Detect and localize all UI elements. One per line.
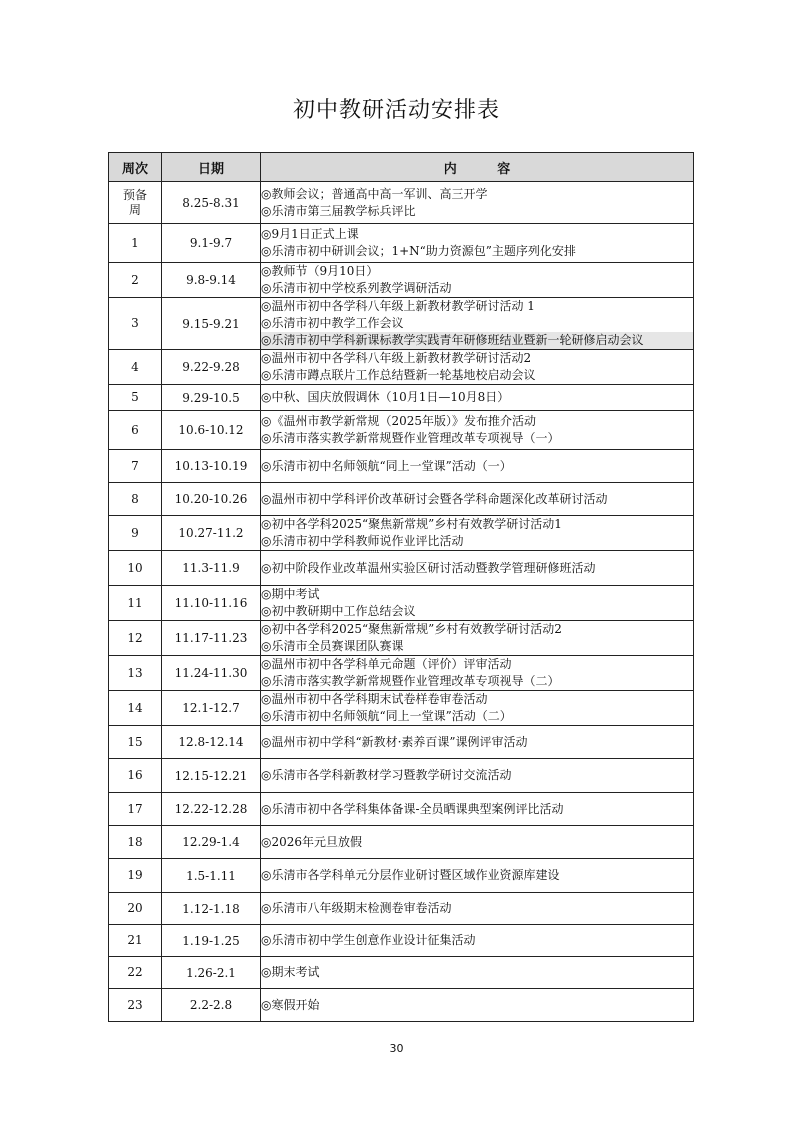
content-line: ◎乐清市初中教学工作会议 xyxy=(261,316,404,330)
content-line: ◎初中各学科2025“聚焦新常规”乡村有效教学研讨活动1 xyxy=(261,517,562,531)
schedule-table xyxy=(108,152,694,1022)
content-line: ◎温州市初中各学科八年级上新教材教学研讨活动2 xyxy=(261,351,532,365)
date-cell: 11.10-11.16 xyxy=(162,586,261,621)
content-line: ◎期末考试 xyxy=(261,965,320,979)
week-cell: 14 xyxy=(109,691,162,726)
content-line: ◎寒假开始 xyxy=(261,997,320,1012)
content-cell xyxy=(261,893,694,925)
content-line: ◎温州市初中各学科期末试卷样卷审卷活动 xyxy=(261,692,488,706)
schedule-body xyxy=(109,182,694,1022)
date-cell: 10.13-10.19 xyxy=(162,450,261,483)
date-cell: 12.8-12.14 xyxy=(162,726,261,759)
week-cell: 6 xyxy=(109,411,162,450)
table-row xyxy=(109,385,694,411)
content-cell xyxy=(261,263,694,298)
table-row xyxy=(109,957,694,989)
date-cell: 1.12-1.18 xyxy=(162,893,261,925)
content-cell xyxy=(261,726,694,759)
table-row xyxy=(109,759,694,793)
content-cell xyxy=(261,656,694,691)
header-week: 周次 xyxy=(109,153,162,182)
week-cell: 21 xyxy=(109,925,162,957)
content-line: ◎乐清市各学科新教材学习暨教学研讨交流活动 xyxy=(261,768,512,782)
table-row xyxy=(109,411,694,450)
content-line: ◎温州市初中学科“新教材·素养百课”课例评审活动 xyxy=(261,734,528,749)
content-line: ◎乐清市初中学校系列教学调研活动 xyxy=(261,281,452,295)
content-cell xyxy=(261,411,694,450)
table-row xyxy=(109,656,694,691)
content-line: ◎温州市初中学科评价改革研讨会暨各学科命题深化改革研讨活动 xyxy=(261,491,608,506)
content-cell xyxy=(261,182,694,224)
table-row xyxy=(109,893,694,925)
content-line: ◎初中各学科2025“聚焦新常规”乡村有效教学研讨活动2 xyxy=(261,622,562,636)
content-line: ◎乐清市初中学科教师说作业评比活动 xyxy=(261,534,464,548)
date-cell: 9.29-10.5 xyxy=(162,385,261,411)
table-row xyxy=(109,859,694,893)
date-cell: 10.20-10.26 xyxy=(162,483,261,516)
content-line: ◎乐清市蹲点联片工作总结暨新一轮基地校启动会议 xyxy=(261,368,536,382)
content-line: ◎乐清市第三届教学标兵评比 xyxy=(261,203,416,218)
date-cell: 11.3-11.9 xyxy=(162,551,261,586)
content-line: ◎乐清市八年级期末检测卷审卷活动 xyxy=(261,901,452,915)
table-header-row xyxy=(109,153,694,182)
table-row xyxy=(109,691,694,726)
header-content xyxy=(261,153,694,182)
week-cell: 2 xyxy=(109,263,162,298)
date-cell: 12.15-12.21 xyxy=(162,759,261,793)
content-line: ◎乐清市全员赛课团队赛课 xyxy=(261,639,404,653)
content-cell xyxy=(261,385,694,411)
content-cell xyxy=(261,957,694,989)
week-cell: 8 xyxy=(109,483,162,516)
week-cell: 7 xyxy=(109,450,162,483)
week-cell: 11 xyxy=(109,586,162,621)
week-cell: 10 xyxy=(109,551,162,586)
week-cell: 16 xyxy=(109,759,162,793)
content-cell xyxy=(261,691,694,726)
content-cell xyxy=(261,516,694,551)
content-line: ◎9月1日正式上课 xyxy=(261,227,359,241)
table-row xyxy=(109,551,694,586)
table-row xyxy=(109,298,694,350)
content-cell xyxy=(261,826,694,859)
week-cell: 1 xyxy=(109,224,162,263)
table-row xyxy=(109,263,694,298)
content-line: ◎教师会议；普通高中高一军训、高三开学 xyxy=(261,186,488,201)
table-row xyxy=(109,450,694,483)
date-cell: 1.26-2.1 xyxy=(162,957,261,989)
week-cell: 预备周 xyxy=(109,182,162,224)
content-cell xyxy=(261,298,694,350)
date-cell: 10.6-10.12 xyxy=(162,411,261,450)
content-line: ◎乐清市初中学生创意作业设计征集活动 xyxy=(261,933,476,947)
date-cell: 9.8-9.14 xyxy=(162,263,261,298)
table-row xyxy=(109,826,694,859)
content-cell xyxy=(261,925,694,957)
content-cell xyxy=(261,350,694,385)
table-row xyxy=(109,621,694,656)
week-cell: 3 xyxy=(109,298,162,350)
header-date: 日期 xyxy=(162,153,261,182)
date-cell: 1.19-1.25 xyxy=(162,925,261,957)
page-number: 30 xyxy=(389,1042,404,1055)
content-line: ◎初中阶段作业改革温州实验区研讨活动暨教学管理研修班活动 xyxy=(261,560,596,575)
content-line: ◎乐清市落实教学新常规暨作业管理改革专项视导（一） xyxy=(261,431,560,445)
week-cell: 20 xyxy=(109,893,162,925)
content-cell xyxy=(261,621,694,656)
content-line: ◎《温州市教学新常规（2025年版）》发布推介活动 xyxy=(261,414,537,428)
table-row xyxy=(109,925,694,957)
date-cell: 2.2-2.8 xyxy=(162,989,261,1022)
content-line: ◎乐清市初中各学科集体备课-全员晒课典型案例评比活动 xyxy=(261,801,564,816)
content-line: ◎期中考试 xyxy=(261,587,320,601)
content-cell xyxy=(261,759,694,793)
table-row xyxy=(109,483,694,516)
header-content-label: 内 容 xyxy=(443,161,529,177)
table-row xyxy=(109,350,694,385)
table-row xyxy=(109,989,694,1022)
table-row xyxy=(109,726,694,759)
content-cell xyxy=(261,859,694,893)
week-cell: 18 xyxy=(109,826,162,859)
content-line: ◎乐清市各学科单元分层作业研讨暨区域作业资源库建设 xyxy=(261,868,560,882)
week-cell: 15 xyxy=(109,726,162,759)
date-cell: 12.1-12.7 xyxy=(162,691,261,726)
date-cell: 11.17-11.23 xyxy=(162,621,261,656)
date-cell: 9.1-9.7 xyxy=(162,224,261,263)
week-cell: 23 xyxy=(109,989,162,1022)
content-line: ◎温州市初中各学科八年级上新教材教学研讨活动 1 xyxy=(261,299,535,313)
date-cell: 1.5-1.11 xyxy=(162,859,261,893)
content-cell xyxy=(261,989,694,1022)
page-title: 初中教研活动安排表 xyxy=(292,98,500,123)
content-line: ◎乐清市落实教学新常规暨作业管理改革专项视导（二） xyxy=(261,674,560,688)
week-cell: 19 xyxy=(109,859,162,893)
date-cell: 8.25-8.31 xyxy=(162,182,261,224)
content-cell xyxy=(261,551,694,586)
date-cell: 9.22-9.28 xyxy=(162,350,261,385)
table-row xyxy=(109,586,694,621)
table-row xyxy=(109,793,694,826)
table-row xyxy=(109,224,694,263)
week-cell: 13 xyxy=(109,656,162,691)
content-line: ◎乐清市初中名师领航“同上一堂课”活动（二） xyxy=(261,709,512,723)
week-cell: 17 xyxy=(109,793,162,826)
content-line: ◎中秋、国庆放假调休（10月1日—10月8日） xyxy=(261,390,510,404)
week-cell: 22 xyxy=(109,957,162,989)
content-line: ◎乐清市初中学科新课标教学实践青年研修班结业暨新一轮研修启动会议 xyxy=(261,332,693,349)
content-line: ◎乐清市初中名师领航“同上一堂课”活动（一） xyxy=(261,458,512,473)
content-line: ◎初中教研期中工作总结会议 xyxy=(261,604,416,618)
table-row xyxy=(109,182,694,224)
date-cell: 12.22-12.28 xyxy=(162,793,261,826)
content-cell xyxy=(261,450,694,483)
date-cell: 9.15-9.21 xyxy=(162,298,261,350)
week-cell: 12 xyxy=(109,621,162,656)
content-line: ◎乐清市初中研训会议；1+N“助力资源包”主题序列化安排 xyxy=(261,244,576,258)
date-cell: 10.27-11.2 xyxy=(162,516,261,551)
week-cell: 5 xyxy=(109,385,162,411)
table-row xyxy=(109,516,694,551)
content-cell xyxy=(261,586,694,621)
content-line: ◎教师节（9月10日） xyxy=(261,264,379,278)
date-cell: 12.29-1.4 xyxy=(162,826,261,859)
date-cell: 11.24-11.30 xyxy=(162,656,261,691)
content-cell xyxy=(261,793,694,826)
week-cell: 9 xyxy=(109,516,162,551)
week-cell: 4 xyxy=(109,350,162,385)
content-cell xyxy=(261,224,694,263)
content-cell xyxy=(261,483,694,516)
content-line: ◎温州市初中各学科单元命题（评价）评审活动 xyxy=(261,657,512,671)
content-line: ◎2026年元旦放假 xyxy=(261,834,363,849)
